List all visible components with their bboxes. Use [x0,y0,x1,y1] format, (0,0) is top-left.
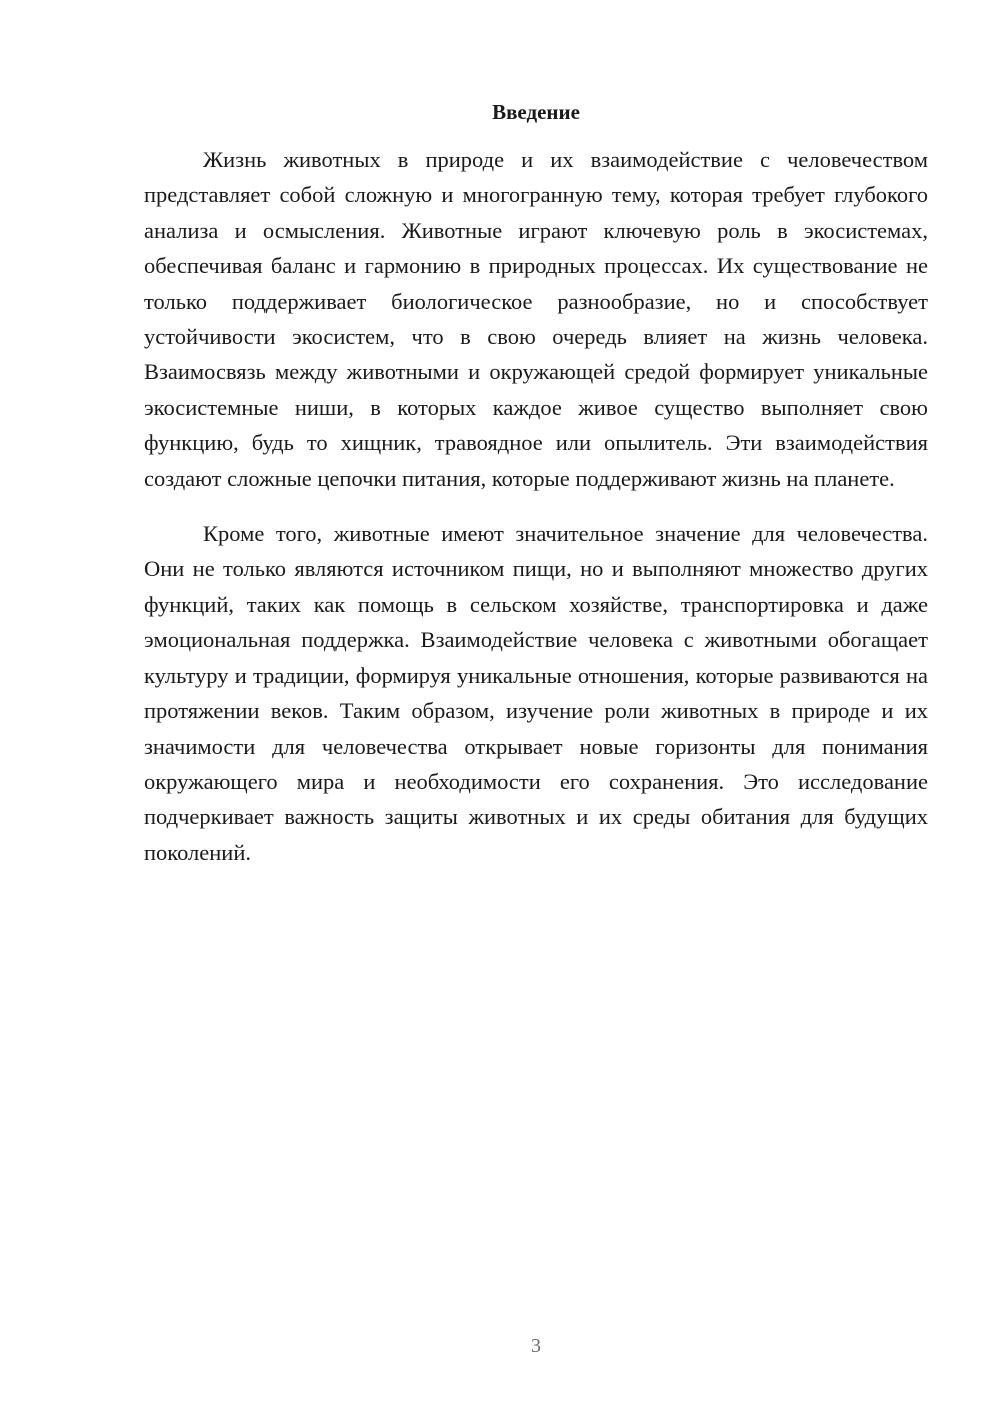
page-number: 3 [531,1335,541,1357]
paragraph-2: Кроме того, животные имеют значительное значение для человечества. Они не только являются источником пищи, но и выполняют множество других функций, таких как помощь в сельском хозяйстве, транспортировка и даже эмоциональная поддержка. Взаимодействие человека с животными обогащает культуру и традиции, формируя уникальные отношения, которые развиваются на протяжении веков. Таким образом, изучение роли животных в природе и их значимости для человечества открывает новые горизонты для понимания окружающего мира и необходимости его сохранения. Это исследование подчеркивает важность защиты животных и их среды обитания для будущих поколений. [144,521,928,865]
body-text [144,142,928,870]
section-title: Введение [492,100,580,124]
paragraph-1: Жизнь животных в природе и их взаимодействие с человечеством представляет собой сложную и многогранную тему, которая требует глубокого анализа и осмысления. Животные играют ключевую роль в экосистемах, обеспечивая баланс и гармонию в природных процессах. Их существование не только поддерживает биологическое разнообразие, но и способствует устойчивости экосистем, что в свою очередь влияет на жизнь человека. Взаимосвязь между животными и окружающей средой формирует уникальные экосистемные ниши, в которых каждое живое существо выполняет свою функцию, будь то хищник, травоядное или опылитель. Эти взаимодействия создают сложные цепочки питания, которые поддерживают жизнь на планете. [144,147,928,491]
